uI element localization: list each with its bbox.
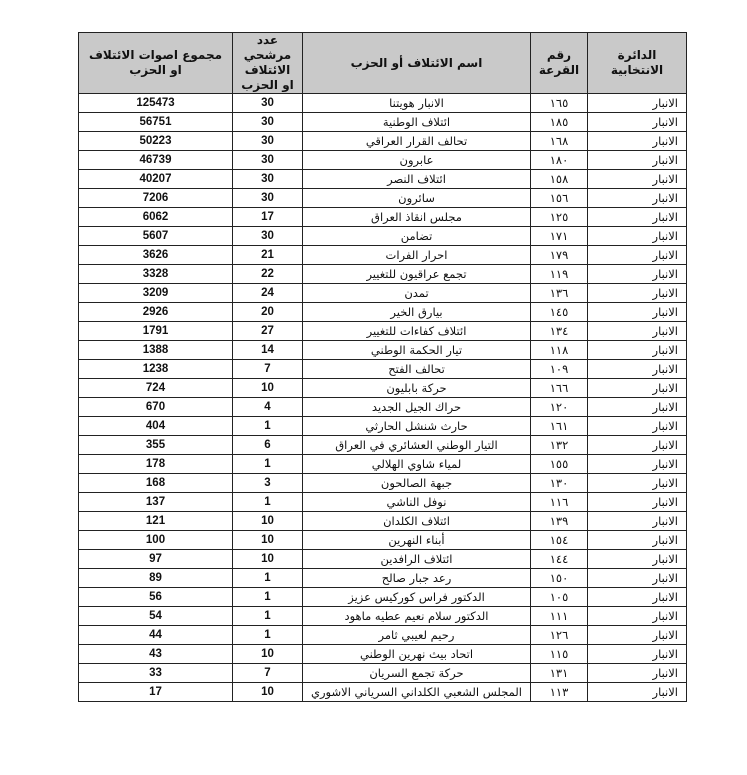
cell-district: الانبار	[588, 398, 687, 417]
cell-votes: 43	[79, 645, 233, 664]
cell-candidates: 10	[233, 379, 303, 398]
cell-votes: 5607	[79, 227, 233, 246]
cell-ballot: ١٥٦	[531, 189, 588, 208]
cell-candidates: 1	[233, 588, 303, 607]
cell-votes: 670	[79, 398, 233, 417]
cell-votes: 121	[79, 512, 233, 531]
table-row	[79, 398, 687, 417]
cell-party: حركة تجمع السريان	[303, 664, 531, 683]
cell-party: تمدن	[303, 284, 531, 303]
cell-votes: 1791	[79, 322, 233, 341]
cell-ballot: ١٤٥	[531, 303, 588, 322]
table-row	[79, 303, 687, 322]
cell-party: رحيم لعيبي ثامر	[303, 626, 531, 645]
cell-party: المجلس الشعبي الكلداني السرياني الاشوري	[303, 683, 531, 702]
table-row	[79, 208, 687, 227]
cell-district: الانبار	[588, 626, 687, 645]
table-row	[79, 436, 687, 455]
cell-candidates: 7	[233, 360, 303, 379]
cell-candidates: 7	[233, 664, 303, 683]
cell-district: الانبار	[588, 493, 687, 512]
cell-candidates: 1	[233, 607, 303, 626]
cell-party: حارث شنشل الحارثي	[303, 417, 531, 436]
cell-ballot: ١٢٦	[531, 626, 588, 645]
cell-district: الانبار	[588, 512, 687, 531]
cell-party: حراك الجيل الجديد	[303, 398, 531, 417]
cell-ballot: ١٣٢	[531, 436, 588, 455]
cell-ballot: ١٣٩	[531, 512, 588, 531]
cell-votes: 97	[79, 550, 233, 569]
header-ballot: رقم القرعة	[531, 33, 588, 94]
cell-votes: 17	[79, 683, 233, 702]
cell-party: أبناء النهرين	[303, 531, 531, 550]
cell-district: الانبار	[588, 322, 687, 341]
cell-district: الانبار	[588, 417, 687, 436]
cell-votes: 7206	[79, 189, 233, 208]
cell-votes: 56	[79, 588, 233, 607]
cell-candidates: 1	[233, 417, 303, 436]
cell-ballot: ١١٦	[531, 493, 588, 512]
cell-votes: 100	[79, 531, 233, 550]
cell-party: نوفل الناشي	[303, 493, 531, 512]
cell-party: ائتلاف الكلدان	[303, 512, 531, 531]
cell-district: الانبار	[588, 550, 687, 569]
cell-votes: 404	[79, 417, 233, 436]
cell-party: بيارق الخير	[303, 303, 531, 322]
cell-candidates: 4	[233, 398, 303, 417]
cell-votes: 6062	[79, 208, 233, 227]
table-row	[79, 645, 687, 664]
cell-candidates: 30	[233, 189, 303, 208]
cell-party: تضامن	[303, 227, 531, 246]
cell-candidates: 1	[233, 493, 303, 512]
cell-party: تجمع عراقيون للتغيير	[303, 265, 531, 284]
cell-ballot: ١٢٠	[531, 398, 588, 417]
cell-district: الانبار	[588, 189, 687, 208]
cell-district: الانبار	[588, 303, 687, 322]
header-votes: مجموع اصوات الائتلاف او الحزب	[79, 33, 233, 94]
cell-ballot: ١٨٥	[531, 113, 588, 132]
cell-candidates: 3	[233, 474, 303, 493]
table-row	[79, 455, 687, 474]
header-party: اسم الائتلاف أو الحزب	[303, 33, 531, 94]
cell-ballot: ١١٣	[531, 683, 588, 702]
table-row	[79, 246, 687, 265]
cell-party: جبهة الصالحون	[303, 474, 531, 493]
cell-ballot: ١٦٨	[531, 132, 588, 151]
table-row	[79, 607, 687, 626]
table-row	[79, 493, 687, 512]
cell-district: الانبار	[588, 607, 687, 626]
table-row	[79, 550, 687, 569]
cell-ballot: ١٠٥	[531, 588, 588, 607]
cell-district: الانبار	[588, 683, 687, 702]
header-candidates: عدد مرشحي الائتلاف او الحزب	[233, 33, 303, 94]
cell-votes: 46739	[79, 151, 233, 170]
cell-candidates: 10	[233, 683, 303, 702]
cell-party: ائتلاف كفاءات للتغيير	[303, 322, 531, 341]
cell-party: لمياء شاوي الهلالي	[303, 455, 531, 474]
cell-party: التيار الوطني العشائري في العراق	[303, 436, 531, 455]
cell-candidates: 27	[233, 322, 303, 341]
cell-district: الانبار	[588, 455, 687, 474]
cell-votes: 3209	[79, 284, 233, 303]
cell-ballot: ١٦٦	[531, 379, 588, 398]
table-row	[79, 379, 687, 398]
cell-party: تحالف الفتح	[303, 360, 531, 379]
cell-candidates: 1	[233, 626, 303, 645]
table-row	[79, 170, 687, 189]
cell-ballot: ١٧١	[531, 227, 588, 246]
header-district: الدائرة الانتخابية	[588, 33, 687, 94]
cell-ballot: ١٨٠	[531, 151, 588, 170]
cell-candidates: 30	[233, 151, 303, 170]
cell-district: الانبار	[588, 645, 687, 664]
table-row	[79, 417, 687, 436]
table-row	[79, 683, 687, 702]
cell-party: تيار الحكمة الوطني	[303, 341, 531, 360]
cell-ballot: ١٢٥	[531, 208, 588, 227]
cell-votes: 178	[79, 455, 233, 474]
cell-ballot: ١٦٥	[531, 94, 588, 113]
election-results-table	[78, 32, 687, 702]
cell-party: ائتلاف الرافدين	[303, 550, 531, 569]
cell-votes: 50223	[79, 132, 233, 151]
cell-candidates: 30	[233, 132, 303, 151]
cell-party: الانبار هويتنا	[303, 94, 531, 113]
table-row	[79, 512, 687, 531]
cell-district: الانبار	[588, 132, 687, 151]
cell-votes: 724	[79, 379, 233, 398]
cell-candidates: 14	[233, 341, 303, 360]
table-row	[79, 94, 687, 113]
cell-district: الانبار	[588, 588, 687, 607]
cell-district: الانبار	[588, 151, 687, 170]
cell-votes: 125473	[79, 94, 233, 113]
table-row	[79, 151, 687, 170]
cell-ballot: ١١٨	[531, 341, 588, 360]
table-row	[79, 227, 687, 246]
cell-district: الانبار	[588, 227, 687, 246]
cell-party: الدكتور سلام نعيم عطيه ماهود	[303, 607, 531, 626]
cell-candidates: 30	[233, 227, 303, 246]
cell-candidates: 22	[233, 265, 303, 284]
cell-party: رعد جبار صالح	[303, 569, 531, 588]
cell-ballot: ١٣٠	[531, 474, 588, 493]
cell-votes: 3328	[79, 265, 233, 284]
table-row	[79, 360, 687, 379]
cell-ballot: ١٥٨	[531, 170, 588, 189]
cell-votes: 56751	[79, 113, 233, 132]
cell-candidates: 10	[233, 645, 303, 664]
header-row	[79, 33, 687, 94]
cell-votes: 355	[79, 436, 233, 455]
cell-district: الانبار	[588, 474, 687, 493]
cell-party: حركة بابليون	[303, 379, 531, 398]
cell-candidates: 1	[233, 569, 303, 588]
cell-ballot: ١١٩	[531, 265, 588, 284]
cell-ballot: ١٣٤	[531, 322, 588, 341]
cell-votes: 168	[79, 474, 233, 493]
cell-ballot: ١٦١	[531, 417, 588, 436]
cell-ballot: ١٠٩	[531, 360, 588, 379]
cell-candidates: 17	[233, 208, 303, 227]
cell-candidates: 30	[233, 170, 303, 189]
cell-votes: 40207	[79, 170, 233, 189]
cell-district: الانبار	[588, 94, 687, 113]
cell-party: الدكتور فراس كوركيس عزيز	[303, 588, 531, 607]
cell-votes: 2926	[79, 303, 233, 322]
cell-votes: 1388	[79, 341, 233, 360]
cell-party: ائتلاف النصر	[303, 170, 531, 189]
cell-ballot: ١٣١	[531, 664, 588, 683]
cell-candidates: 20	[233, 303, 303, 322]
table-row	[79, 569, 687, 588]
cell-district: الانبار	[588, 379, 687, 398]
cell-ballot: ١٧٩	[531, 246, 588, 265]
table-row	[79, 531, 687, 550]
cell-party: تحالف القرار العراقي	[303, 132, 531, 151]
cell-district: الانبار	[588, 113, 687, 132]
cell-district: الانبار	[588, 170, 687, 189]
cell-ballot: ١٤٤	[531, 550, 588, 569]
cell-district: الانبار	[588, 246, 687, 265]
cell-district: الانبار	[588, 360, 687, 379]
cell-party: مجلس انقاذ العراق	[303, 208, 531, 227]
cell-votes: 44	[79, 626, 233, 645]
table-header	[79, 33, 687, 94]
cell-votes: 33	[79, 664, 233, 683]
cell-votes: 54	[79, 607, 233, 626]
cell-candidates: 1	[233, 455, 303, 474]
cell-district: الانبار	[588, 664, 687, 683]
cell-candidates: 10	[233, 531, 303, 550]
cell-district: الانبار	[588, 341, 687, 360]
cell-district: الانبار	[588, 569, 687, 588]
table-body	[79, 94, 687, 702]
table-row	[79, 341, 687, 360]
cell-district: الانبار	[588, 531, 687, 550]
cell-candidates: 21	[233, 246, 303, 265]
table-row	[79, 626, 687, 645]
cell-district: الانبار	[588, 284, 687, 303]
cell-district: الانبار	[588, 265, 687, 284]
cell-ballot: ١٥٤	[531, 531, 588, 550]
cell-district: الانبار	[588, 208, 687, 227]
cell-votes: 1238	[79, 360, 233, 379]
cell-party: اتحاد بيث نهرين الوطني	[303, 645, 531, 664]
cell-ballot: ١٥٠	[531, 569, 588, 588]
cell-candidates: 24	[233, 284, 303, 303]
cell-candidates: 10	[233, 512, 303, 531]
table-row	[79, 474, 687, 493]
table-row	[79, 189, 687, 208]
table-row	[79, 113, 687, 132]
cell-party: ائتلاف الوطنية	[303, 113, 531, 132]
cell-votes: 137	[79, 493, 233, 512]
cell-party: سائرون	[303, 189, 531, 208]
cell-ballot: ١٣٦	[531, 284, 588, 303]
cell-candidates: 30	[233, 94, 303, 113]
table-row	[79, 265, 687, 284]
table-row	[79, 588, 687, 607]
cell-ballot: ١١٥	[531, 645, 588, 664]
cell-votes: 3626	[79, 246, 233, 265]
cell-ballot: ١٥٥	[531, 455, 588, 474]
cell-ballot: ١١١	[531, 607, 588, 626]
cell-votes: 89	[79, 569, 233, 588]
table-row	[79, 322, 687, 341]
cell-candidates: 10	[233, 550, 303, 569]
cell-candidates: 30	[233, 113, 303, 132]
table-row	[79, 132, 687, 151]
cell-party: عابرون	[303, 151, 531, 170]
cell-party: احرار الفرات	[303, 246, 531, 265]
table-row	[79, 664, 687, 683]
cell-candidates: 6	[233, 436, 303, 455]
table-row	[79, 284, 687, 303]
cell-district: الانبار	[588, 436, 687, 455]
